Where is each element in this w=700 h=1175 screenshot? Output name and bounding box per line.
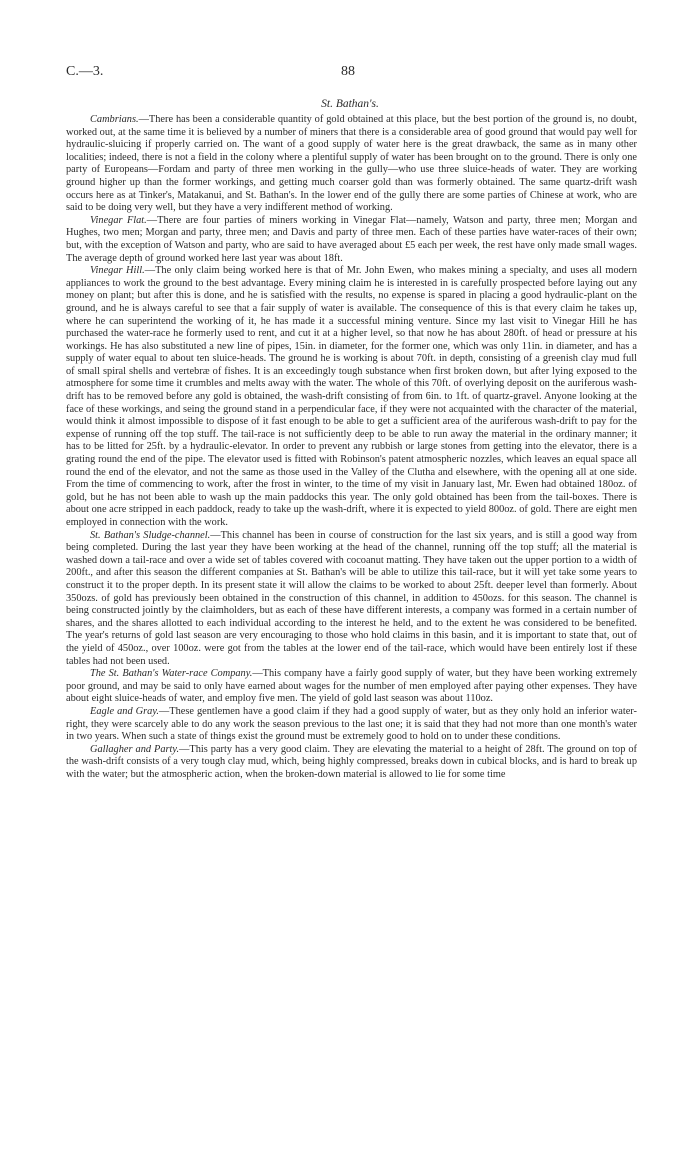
paragraph-text: —This party has a very good claim. They are elevating the material to a height of 28ft. The ground on top of the wash-drift consists of a very tough clay mud, which, being highly compressed, breaks down in cubical blocks, and is hard to break up with the water; but the atmospheric action, when the broken-down material is allowed to lie for some time — [66, 743, 637, 780]
document-code: C.—3. — [66, 64, 104, 79]
paragraph-lead: St. Bathan's Sludge-channel. — [90, 529, 211, 541]
section-title: St. Bathan's. — [321, 98, 379, 110]
paragraph-sludge-channel — [66, 530, 637, 669]
paragraph-water-race-company — [66, 668, 637, 706]
paragraph-lead: The St. Bathan's Water-race Company. — [90, 668, 253, 680]
paragraph-eagle-and-gray — [66, 706, 637, 744]
paragraph-text: —There has been a considerable quantity of gold obtained at this place, but the best portion of the ground is, no doubt, worked out, at the same time it is believed by a number of miners that there is a considerable area of good ground that would pay well for hydraulic-sluicing if properly carried on. The want of a good supply of water here is the great drawback, the same as in many other localities; indeed, there is not a field in the colony where a plentiful supply of water has been brought on to the ground. There is only one party of Europeans—Fordam and party of three men working in the gully—who use three sluice-heads of water. They are working ground higher up than the former workings, and getting much coarser gold than was formerly obtained. The same quartz-drift wash occurs here as at Tinker's, Matakanui, and St. Bathan's. In the lower end of the gully there are some parties of Chinese at work, who are said to be doing very well, but they have a very indifferent method of working. — [66, 114, 637, 214]
body-text — [66, 114, 637, 781]
paragraph-lead: Vinegar Flat. — [90, 214, 147, 226]
paragraph-lead: Cambrians. — [90, 114, 139, 125]
page-number: 88 — [341, 64, 355, 79]
paragraph-lead: Eagle and Gray. — [90, 705, 159, 717]
paragraph-cambrians — [66, 114, 637, 215]
page-header — [66, 64, 630, 84]
paragraph-text: —This company have a fairly good supply of water, but they have been working extremely poor ground, and may be said to only have earned about wages for the number of men employed after paying other expenses. They have about eight sluice-heads of water, and employ five men. The yield of gold last season was about 110oz. — [66, 668, 638, 705]
paragraph-vinegar-flat — [66, 215, 637, 265]
paragraph-lead: Gallagher and Party. — [90, 743, 180, 755]
paragraph-text: —There are four parties of miners working in Vinegar Flat—namely, Watson and party, three men; Morgan and Hughes, two men; Morgan and party, three men; and Davis and party of three men. Each of these parties have water-races of their own; but, with the exception of Watson and party, who are said to have averaged about £5 each per week, the rest have only made small wages. The average depth of ground worked here last year was about 18ft. — [66, 214, 637, 264]
paragraph-gallagher-and-party — [66, 744, 637, 782]
paragraph-text: —The only claim being worked here is that of Mr. John Ewen, who makes mining a specialty, and uses all modern appliances to work the ground to the best advantage. Every mining claim he is interested in is carefully prospected before laying out any money on plant; but after this is done, and he is satisfied with the results, no expense is spared in placing a good hydraulic-plant on the ground, and he is always careful to see that a fair supply of water is available. The consequence of this is that every claim he takes up, where he can superintend the working of it, he has made it a successful mining venture. Since my last visit to Vinegar Hill he has purchased the water-race he formerly used to rent, and cut it at a higher level, so that now he has about 280ft. of head or pressure at his workings. He has also substituted a new line of pipes, 15in. in diameter, for the former one, which was only 11in. in diameter, and has a supply of water equal to about ten sluice-heads. The ground he is working is about 70ft. in depth, consisting of a greenish clay mud full of small spiral shells and vertebræ of fishes. It is an exceedingly tough substance when first broken down, but after lying exposed to the atmosphere for some time it crumbles and melts away with the water. The whole of this 70ft. of overlying deposit on the auriferous wash-drift has to be removed before any gold is obtained, the wash-drift consisting of from 6in. to 1ft. of quartz-gravel. Anyone looking at the face of these workings, and seing the ground stand in a perpendicular face, if they were not acquainted with the character of the material, would think it almost impossible to dispose of it fast enough to be able to get a sufficient area of the auriferous wash-drift to pay for the expense of running off the top stuff. The tail-race is not sufficiently deep to be able to run away the material in the ordinary manner; it has to be litted for 25ft. by a hydraulic-elevator. In order to prevent any rubbish or large stones from getting into the elevator, there is a grating round the end of the pipe. The elevator used is fitted with Robinson's patent atmospheric nozzles, which leaves an equal space all round the end of the elevator, and not the same as those used in the Valley of the Clutha and elsewhere, with the opening all at one side. From the time of commencing to work, after the frost in winter, to the time of my visit in January last, Mr. Ewen had obtained 180oz. of gold, but he has not been able to wash up the main paddocks this year. The only gold obtained has been from the tail-boxes. There is about one acre stripped in each paddock, ready to take up the wash-drift, where it is expected to yield 800oz. of gold. There are eight men employed in connection with the work. — [66, 265, 637, 528]
paragraph-lead: Vinegar Hill. — [90, 265, 145, 277]
paragraph-text: —This channel has been in course of construction for the last six years, and is still a good way from being completed. During the last year they have been working at the head of the channel, running off the top stuff; all the material is washed down a tail-race and over a wide set of tables covered with cocoanut matting. They have taken out the upper portion to a width of 200ft., and after this season the different companies at St. Bathan's will be able to utilize this tail-race, but it will yet take some years to construct it to the proper depth. In its present state it will allow the claims to be worked to about 25ft. deeper level than formerly. About 350ozs. of gold has previously been obtained in the construction of this channel, in addition to 450ozs. for this season. The channel is being constructed jointly by the claimholders, but as each of these have different interests, a company was formed in a certain number of shares, and the shares allotted to each individual according to the interest he held, and to the extent he was considered to be benefited. The year's returns of gold last season are very encouraging to those who hold claims in this basin, and it is important to state that, out of the yield of 450oz., over 100oz. were got from the tables at the lower end of the tail-race, which would have been entirely lost if these tables had not been used. — [66, 529, 637, 667]
paragraph-text: —These gentlemen have a good claim if they had a good supply of water, but as they only hold an inferior water-right, they were scarcely able to do any work the season previous to the last one; it is said that they had not more than one month's water in two years. When such a state of things exist the ground must be extremely good to hold on to under these conditions. — [66, 705, 637, 743]
paragraph-vinegar-hill — [66, 265, 637, 529]
